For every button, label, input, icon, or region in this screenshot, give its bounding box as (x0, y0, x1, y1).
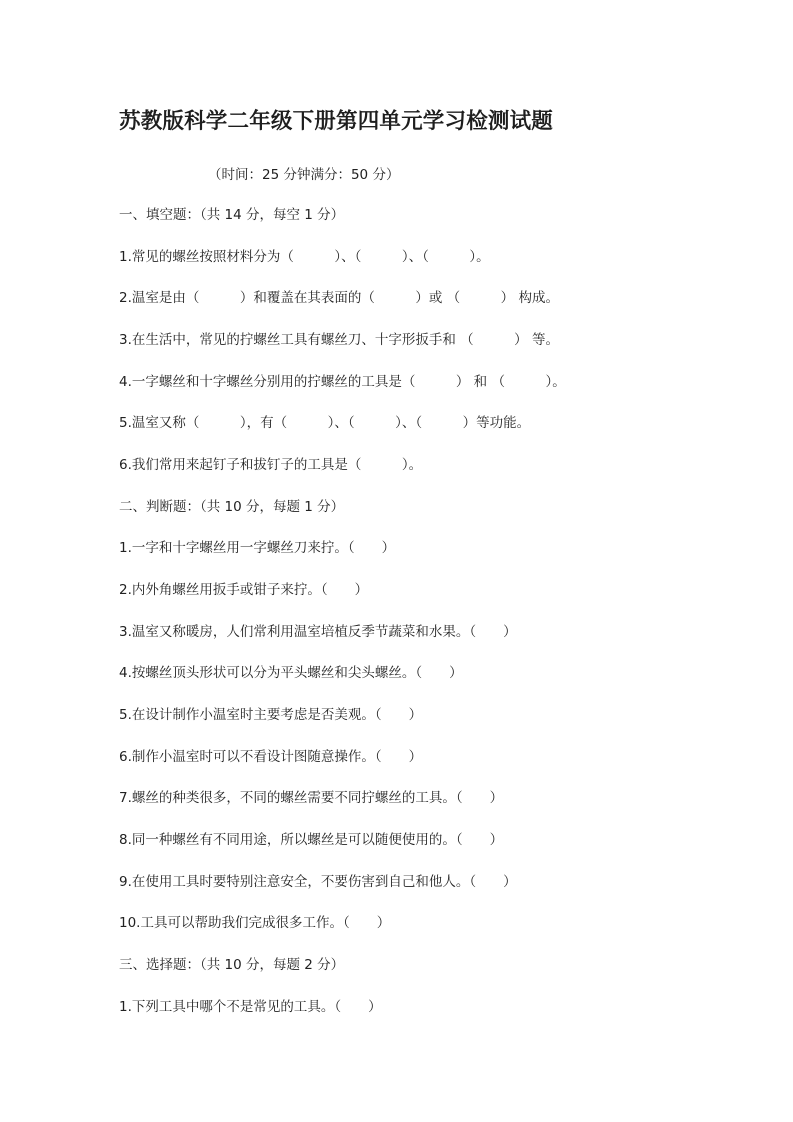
question-tf-6: 6.制作小温室时可以不看设计图随意操作。（ ） (119, 749, 423, 765)
question-tf-7: 7.螺丝的种类很多，不同的螺丝需要不同拧螺丝的工具。（ ） (119, 790, 504, 806)
section-heading-fill-blank: 一、填空题：（共 14 分，每空 1 分） (119, 207, 345, 223)
section-heading-multiple-choice: 三、选择题：（共 10 分，每题 2 分） (119, 957, 345, 973)
question-tf-4: 4.按螺丝顶头形状可以分为平头螺丝和尖头螺丝。（ ） (119, 665, 463, 681)
question-tf-1: 1.一字和十字螺丝用一字螺丝刀来拧。（ ） (119, 540, 396, 556)
question-tf-9: 9.在使用工具时要特别注意安全，不要伤害到自己和他人。（ ） (119, 874, 517, 890)
section-heading-true-false: 二、判断题：（共 10 分，每题 1 分） (119, 499, 345, 515)
question-fill-6: 6.我们常用来起钉子和拔钉子的工具是（ ）。 (119, 457, 423, 473)
document-title: 苏教版科学二年级下册第四单元学习检测试题 (119, 109, 554, 134)
question-tf-3: 3.温室又称暖房，人们常利用温室培植反季节蔬菜和水果。（ ） (119, 624, 517, 640)
question-tf-5: 5.在设计制作小温室时主要考虑是否美观。（ ） (119, 707, 423, 723)
question-fill-3: 3.在生活中，常见的拧螺丝工具有螺丝刀、十字形扳手和 （ ） 等。 (119, 332, 559, 348)
question-tf-10: 10.工具可以帮助我们完成很多工作。（ ） (119, 915, 391, 931)
question-mc-1: 1.下列工具中哪个不是常见的工具。（ ） (119, 999, 382, 1015)
question-tf-8: 8.同一种螺丝有不同用途，所以螺丝是可以随便使用的。（ ） (119, 832, 504, 848)
exam-time-and-score: （时间：25 分钟满分：50 分） (208, 167, 400, 183)
question-fill-5: 5.温室又称（ ），有（ ）、（ ）、（ ）等功能。 (119, 415, 531, 431)
question-fill-4: 4.一字螺丝和十字螺丝分别用的拧螺丝的工具是（ ） 和 （ ）。 (119, 374, 566, 390)
question-fill-1: 1.常见的螺丝按照材料分为（ ）、（ ）、（ ）。 (119, 249, 490, 265)
question-fill-2: 2.温室是由（ ）和覆盖在其表面的（ ）或 （ ） 构成。 (119, 290, 559, 306)
question-tf-2: 2.内外角螺丝用扳手或钳子来拧。（ ） (119, 582, 369, 598)
